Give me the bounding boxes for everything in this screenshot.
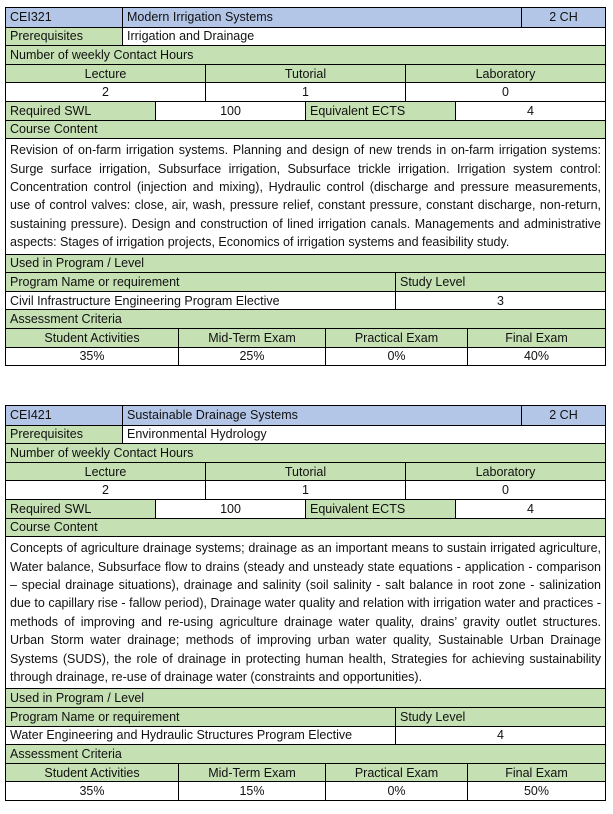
tutorial-header: Tutorial (205, 463, 405, 481)
prerequisites-value: Irrigation and Drainage (122, 28, 605, 46)
prerequisites-value: Environmental Hydrology (122, 426, 605, 444)
assessment-header-row (6, 763, 605, 782)
lecture-header: Lecture (84, 464, 127, 479)
lecture-value: 2 (102, 85, 109, 100)
study-level-header: Study Level (395, 273, 605, 291)
final-exam-header: Final Exam (467, 764, 605, 782)
course-code: CEI421 (10, 408, 52, 423)
midterm-exam-value: 15% (178, 782, 325, 800)
swl-value: 100 (155, 500, 305, 518)
course-table (5, 7, 606, 366)
program-label: Used in Program / Level (10, 691, 145, 706)
ects-value: 4 (455, 500, 605, 518)
program-label-row (6, 254, 605, 273)
practical-exam-value: 0% (325, 348, 467, 366)
practical-exam-header: Practical Exam (325, 764, 467, 782)
program-header-row (6, 272, 605, 291)
contact-hours-label: Number of weekly Contact Hours (10, 445, 194, 460)
course-title: Modern Irrigation Systems (122, 8, 521, 27)
course-content-label-row (6, 120, 605, 139)
program-name: Civil Infrastructure Engineering Program Elective (10, 293, 280, 308)
laboratory-header: Laboratory (405, 65, 605, 83)
study-level-header: Study Level (395, 708, 605, 726)
course-content-row (6, 138, 605, 253)
lecture-value: 2 (102, 483, 109, 498)
prerequisites-row (6, 425, 605, 444)
ects-label: Equivalent ECTS (305, 500, 455, 518)
laboratory-value: 0 (405, 481, 605, 499)
contact-hours-header-row (6, 462, 605, 481)
contact-hours-value-row (6, 82, 605, 101)
course-content-row (6, 536, 605, 688)
student-activities-value: 35% (79, 784, 105, 799)
program-label-row (6, 688, 605, 707)
swl-label: Required SWL (6, 500, 155, 518)
laboratory-header: Laboratory (405, 463, 605, 481)
midterm-exam-header: Mid-Term Exam (178, 329, 325, 347)
tutorial-value: 1 (205, 83, 405, 101)
course-header-row (6, 8, 605, 27)
program-header-row (6, 707, 605, 726)
course-content-label: Course Content (10, 520, 98, 535)
course-code: CEI321 (10, 10, 52, 25)
final-exam-value: 40% (467, 348, 605, 366)
midterm-exam-header: Mid-Term Exam (178, 764, 325, 782)
course-content-text: Concepts of agriculture drainage systems; drainage as an important means to sustain irrigated agriculture, Water balance, Subsurface flow to drains (steady and unsteady state equations - application - comparison – special drainage situations), drainage and salinity (soil salinity - salt balance in root zone - salinization due to capillary rise - fallow period), Drainage water quality and relation with irrigation water and practices - methods of improving and re-using agriculture drainage water quality, drains’ gravity outlet structures. Urban Storm water drainage; methods of improving urban water quality, Sustainable Urban Drainage Systems (SUDS), the role of drainage in protecting human health, Strategies for achieving sustainability through drainage, re-use of drainage water (constraints and opportunities). (10, 541, 601, 684)
assessment-label: Assessment Criteria (10, 312, 122, 327)
workload-row (6, 101, 605, 120)
course-title: Sustainable Drainage Systems (122, 406, 521, 425)
program-name-header: Program Name or requirement (10, 274, 180, 289)
prerequisites-label: Prerequisites (6, 28, 122, 46)
prerequisites-row (6, 27, 605, 46)
contact-hours-label: Number of weekly Contact Hours (10, 47, 194, 62)
assessment-label: Assessment Criteria (10, 746, 122, 761)
practical-exam-value: 0% (325, 782, 467, 800)
program-value-row (6, 726, 605, 745)
contact-hours-value-row (6, 480, 605, 499)
course-content-label: Course Content (10, 122, 98, 137)
lecture-header: Lecture (84, 66, 127, 81)
workload-row (6, 499, 605, 518)
assessment-value-row (6, 347, 605, 366)
final-exam-value: 50% (467, 782, 605, 800)
contact-hours-label-row (6, 45, 605, 64)
course-table (5, 405, 606, 801)
swl-label: Required SWL (6, 102, 155, 120)
contact-hours-label-row (6, 443, 605, 462)
credit-hours: 2 CH (521, 8, 605, 27)
assessment-label-row (6, 309, 605, 328)
final-exam-header: Final Exam (467, 329, 605, 347)
contact-hours-header-row (6, 64, 605, 83)
assessment-label-row (6, 744, 605, 763)
midterm-exam-value: 25% (178, 348, 325, 366)
swl-value: 100 (155, 102, 305, 120)
student-activities-header: Student Activities (44, 765, 140, 780)
ects-label: Equivalent ECTS (305, 102, 455, 120)
student-activities-value: 35% (79, 349, 105, 364)
assessment-header-row (6, 328, 605, 347)
tutorial-header: Tutorial (205, 65, 405, 83)
student-activities-header: Student Activities (44, 330, 140, 345)
tutorial-value: 1 (205, 481, 405, 499)
study-level: 4 (395, 727, 605, 745)
credit-hours: 2 CH (521, 406, 605, 425)
program-label: Used in Program / Level (10, 256, 145, 271)
practical-exam-header: Practical Exam (325, 329, 467, 347)
prerequisites-label: Prerequisites (6, 426, 122, 444)
ects-value: 4 (455, 102, 605, 120)
program-name-header: Program Name or requirement (10, 709, 180, 724)
program-value-row (6, 291, 605, 310)
course-content-label-row (6, 518, 605, 537)
study-level: 3 (395, 292, 605, 310)
laboratory-value: 0 (405, 83, 605, 101)
course-header-row (6, 406, 605, 425)
program-name: Water Engineering and Hydraulic Structures Program Elective (10, 728, 353, 743)
assessment-value-row (6, 781, 605, 800)
course-content-text: Revision of on-farm irrigation systems. Planning and design of new trends in on-farm irrigation systems: Surge surface irrigation, Subsurface irrigation, Subsurface trickle irrigation. Irrigation system control: Concentration control (injection and mixing), Hydraulic control (discharge and pressure measurements, use of control valves: close, air, wash, pressure relief, constant pressure, constant discharge, non-return, sustaining pressure). Design and construction of lined irrigation canals. Managements and administrative aspects: Stages of irrigation projects, Economics of irrigation systems and feasibility study. (10, 143, 601, 250)
